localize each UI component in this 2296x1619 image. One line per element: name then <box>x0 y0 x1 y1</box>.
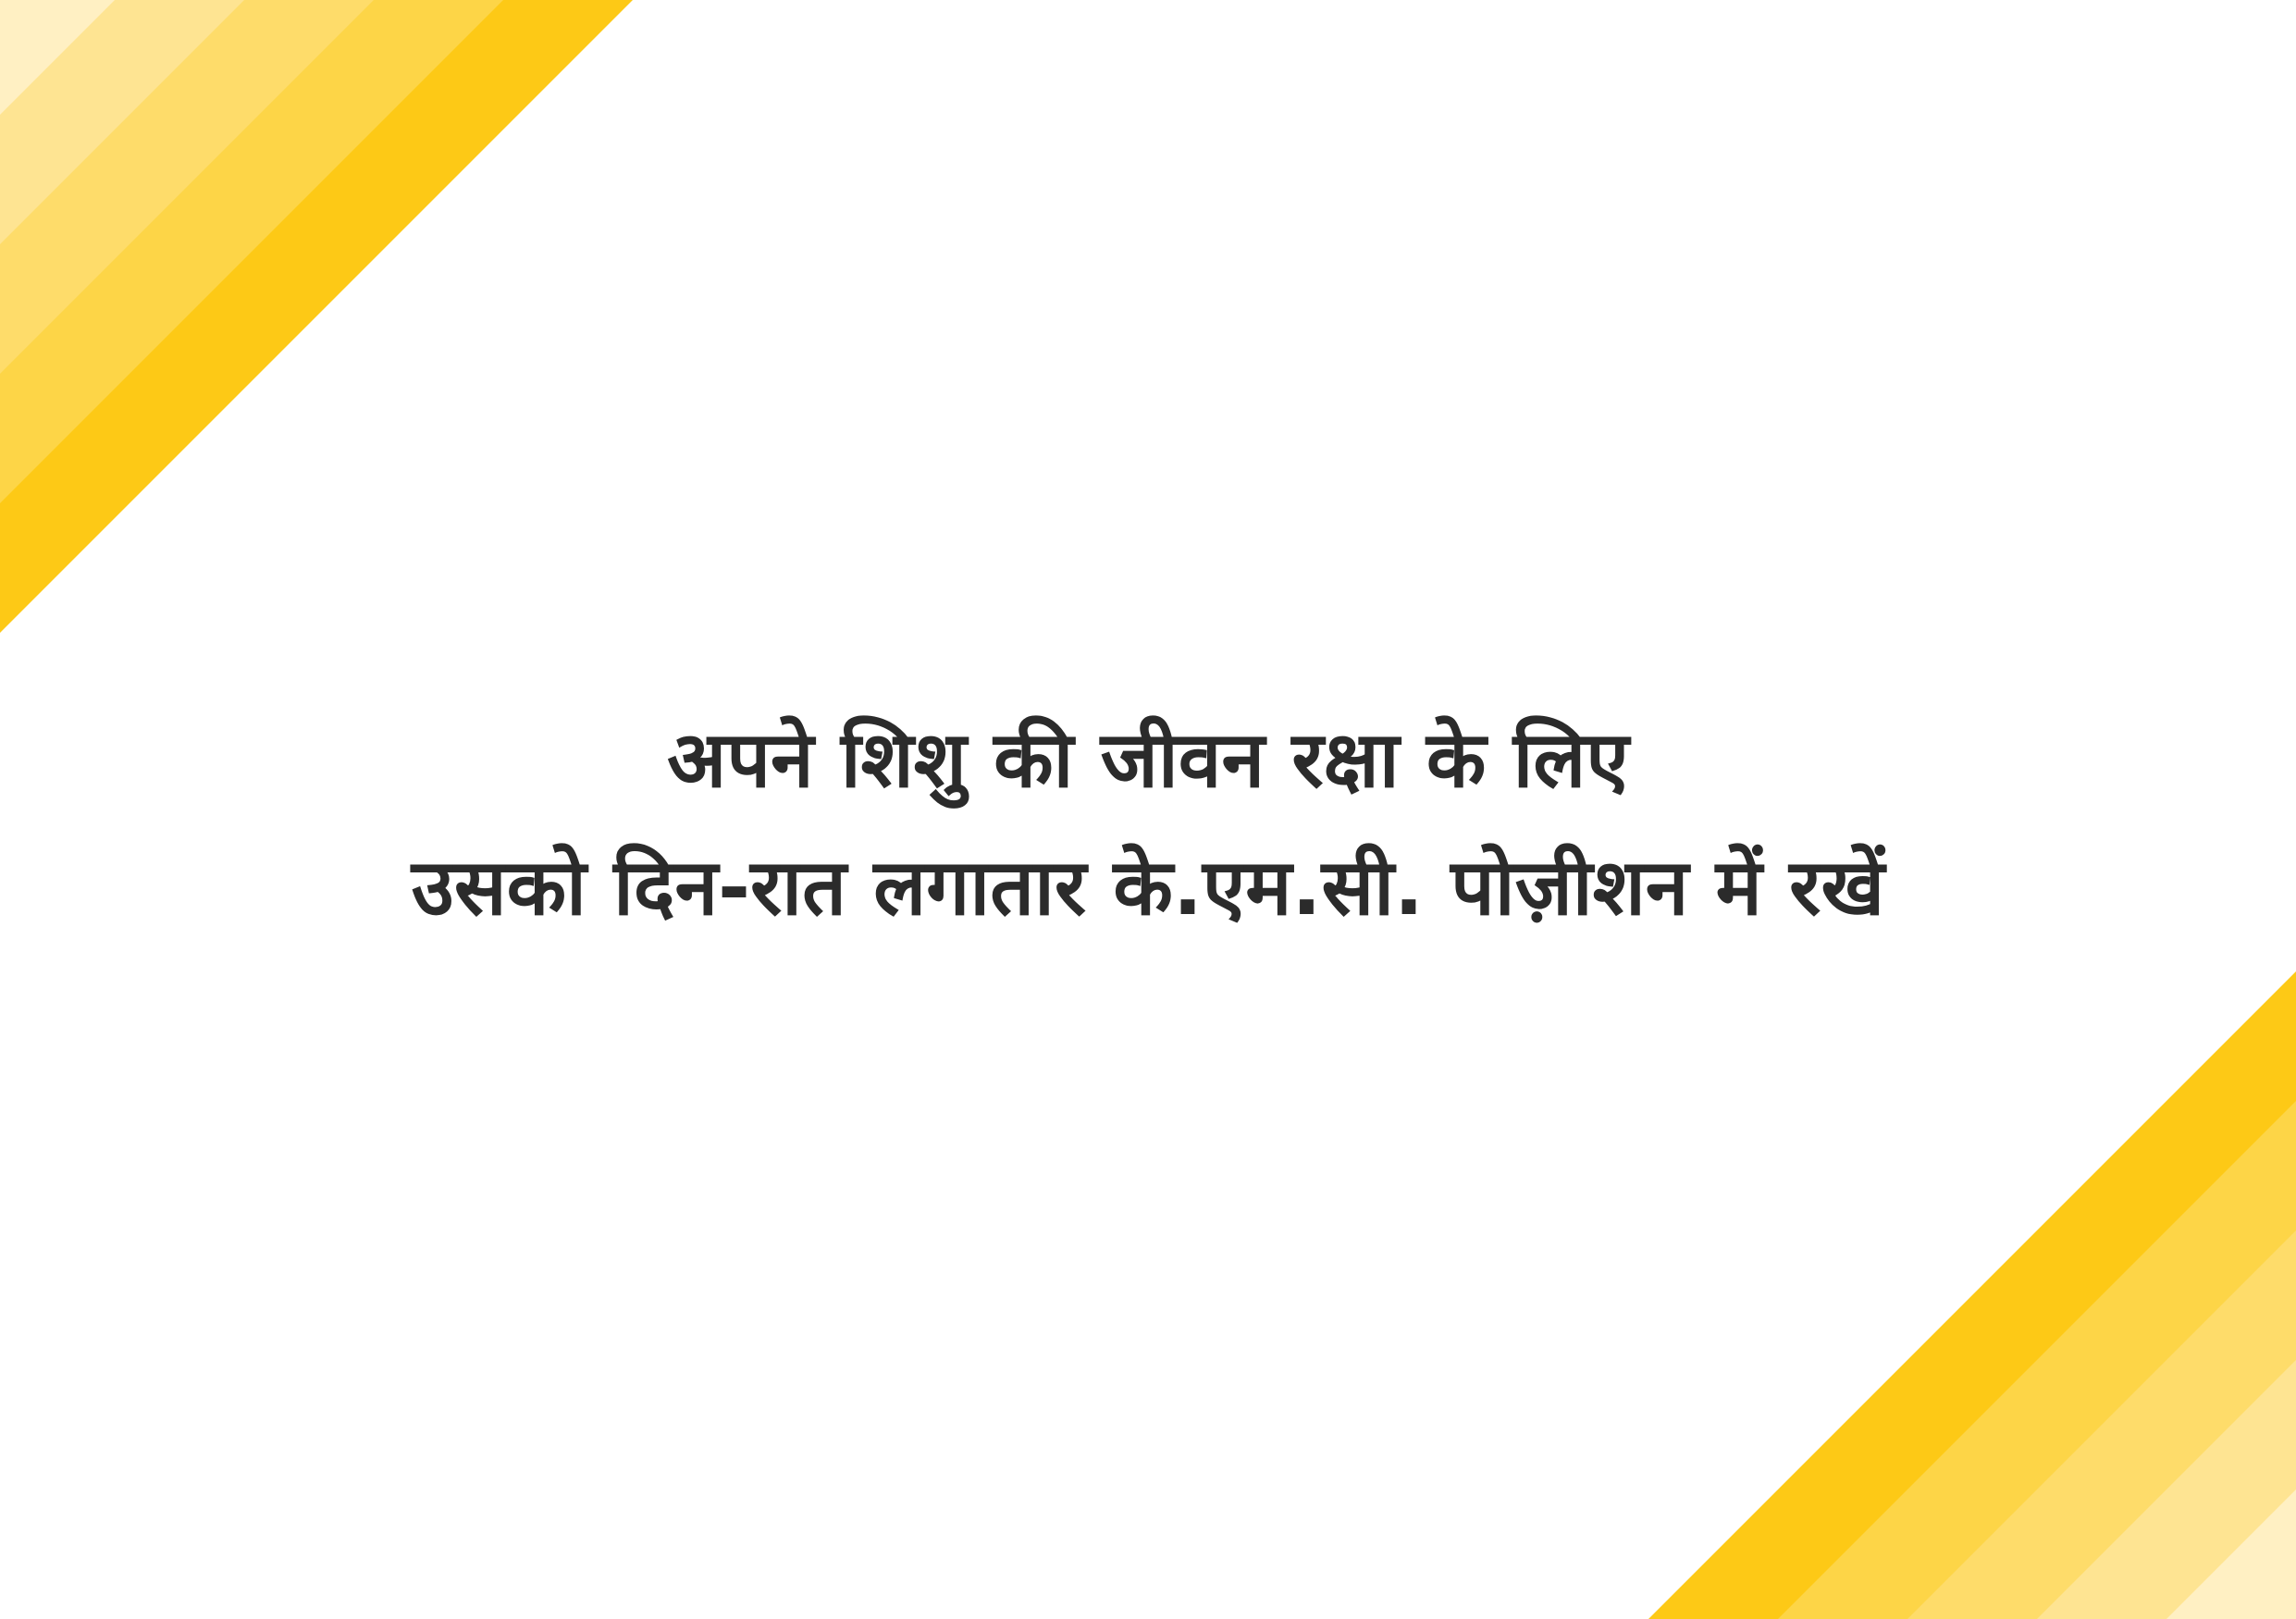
message-line-2: उसको दिन-रात लगातार के.एम.सी. पोज़ीशन में रखें <box>411 842 1885 933</box>
bottom-right-stripe-decoration <box>1648 971 2296 1619</box>
top-left-stripe-decoration <box>0 0 633 633</box>
kmc-message <box>0 696 2296 951</box>
message-line-1: अपने शिशु की जीवन रक्षा के लिए <box>667 714 1629 805</box>
